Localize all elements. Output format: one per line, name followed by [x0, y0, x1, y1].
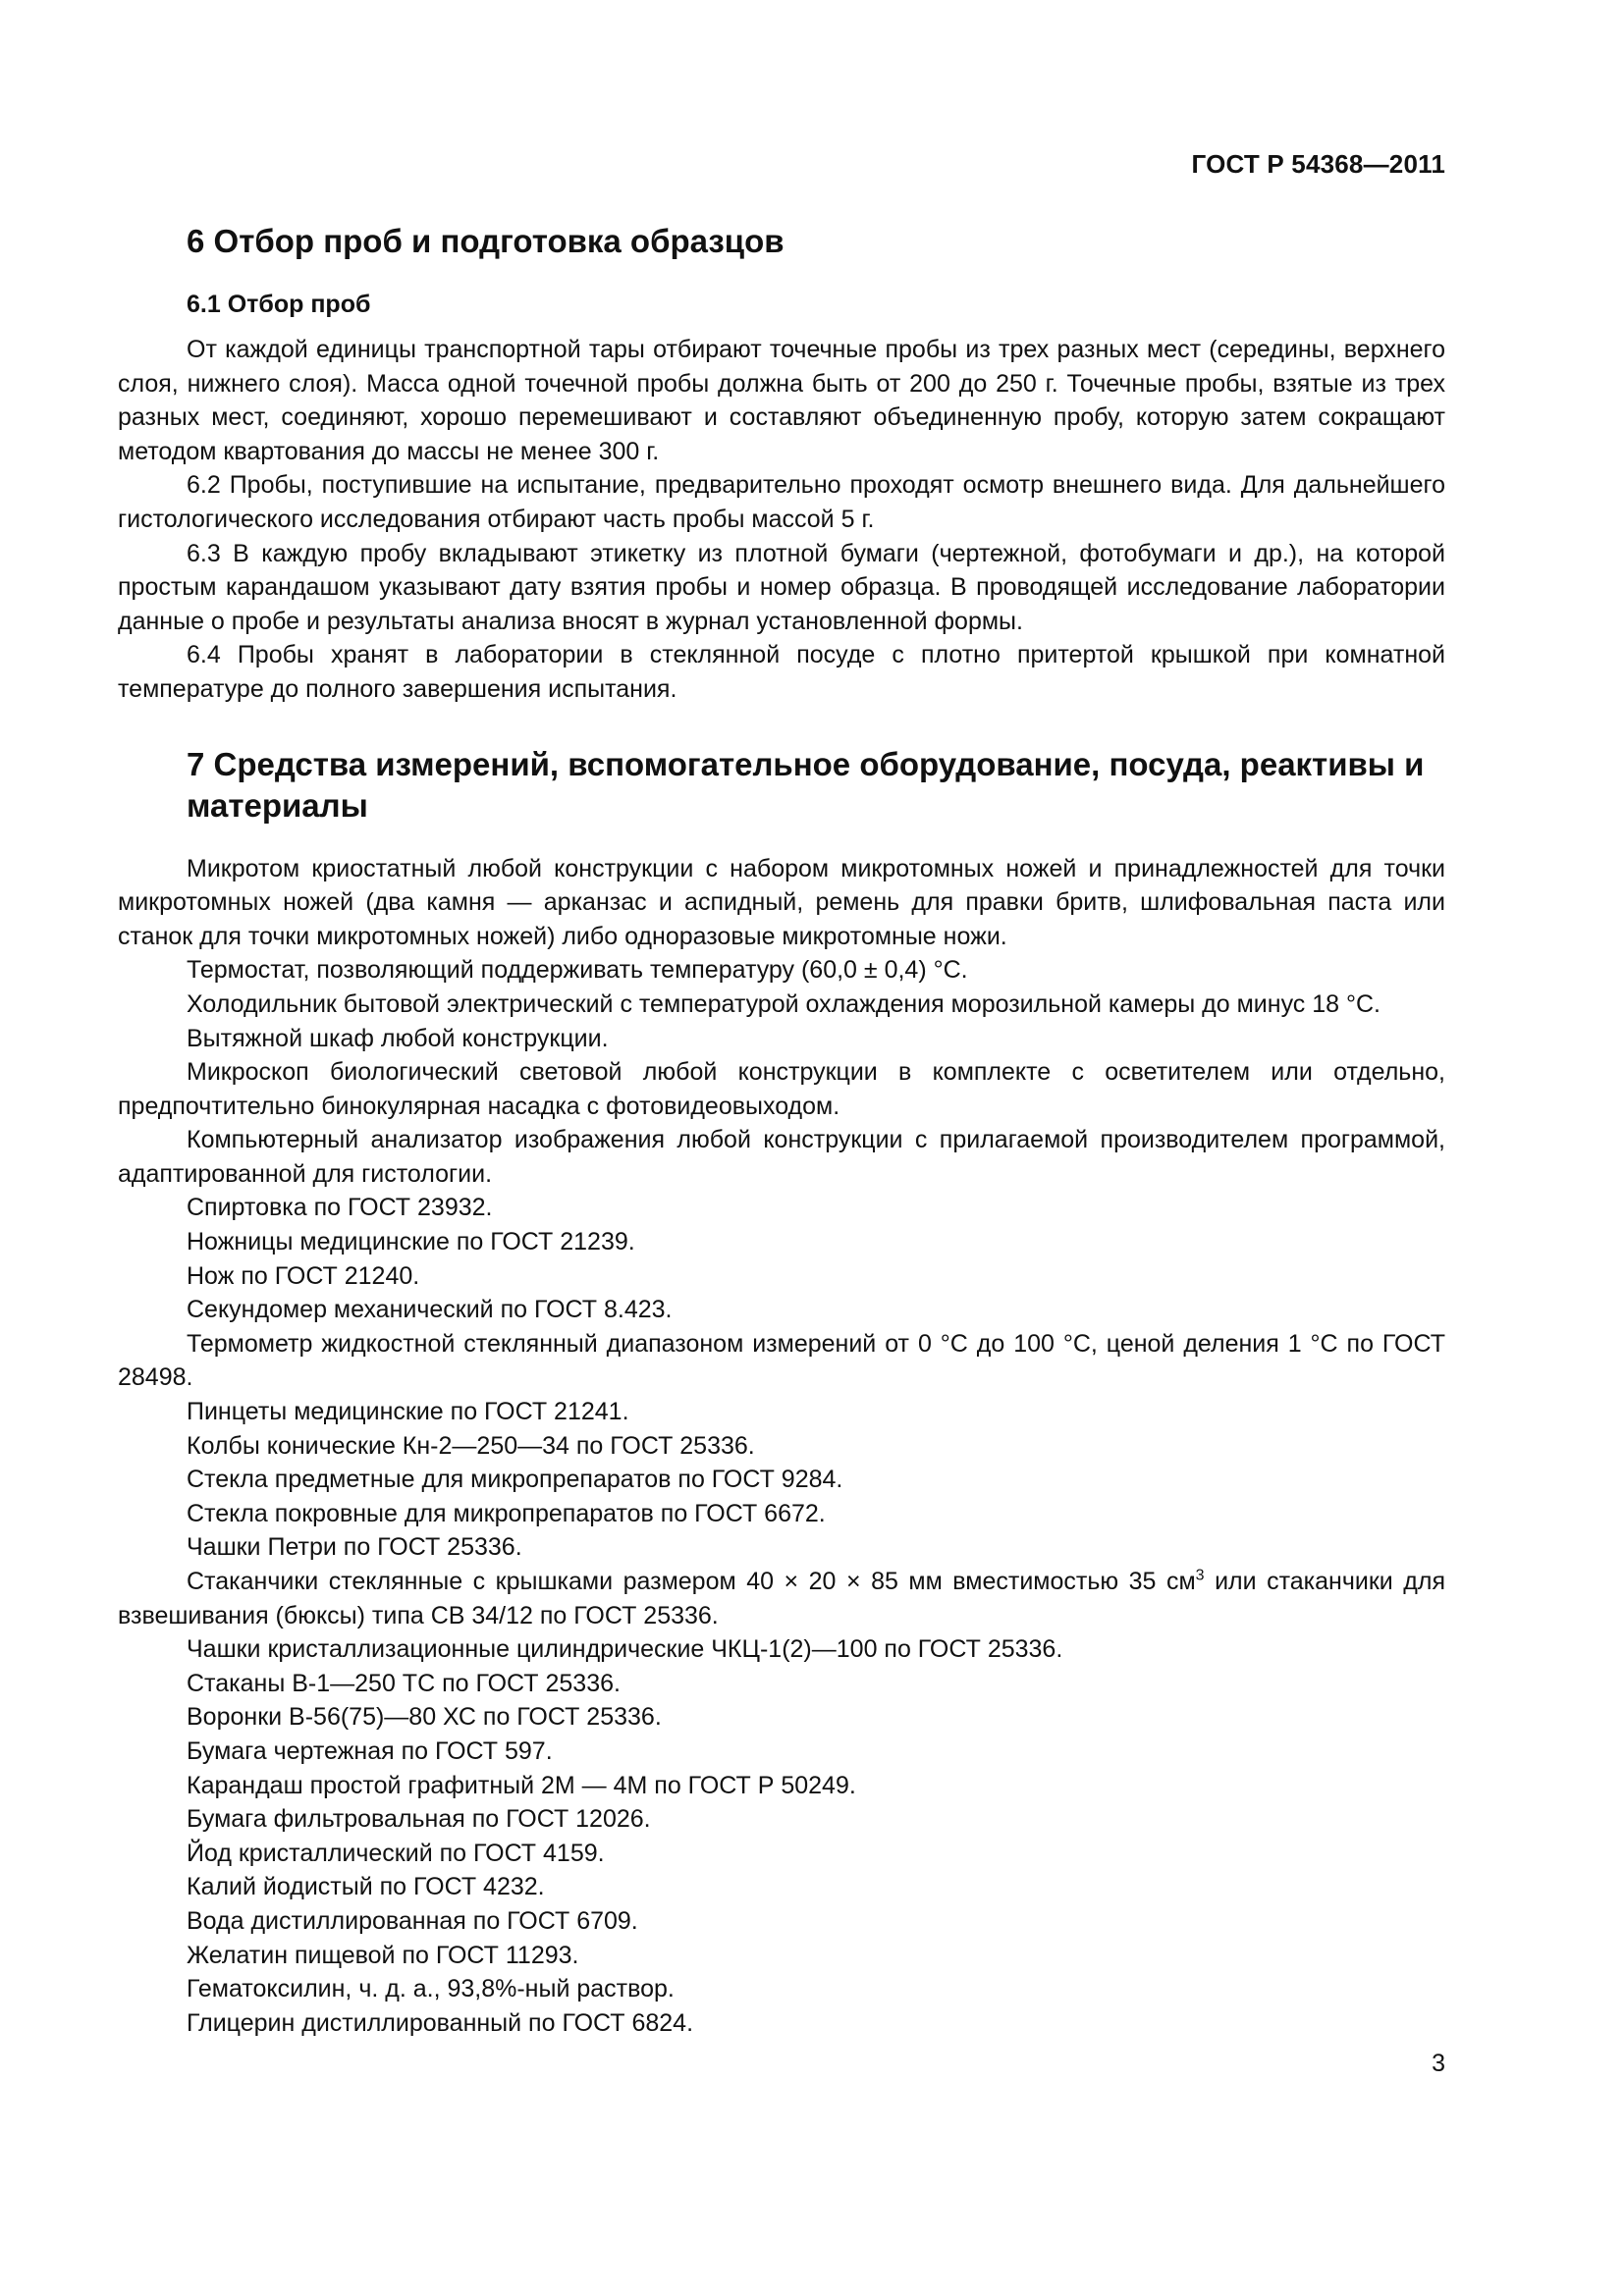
list-item: Гематоксилин, ч. д. а., 93,8%-ный раствор.	[187, 1975, 675, 2003]
paragraph-6-2: 6.2 Пробы, поступившие на испытание, предварительно проходят осмотр внешнего вида. Для дальнейшего гистологического исследования отбирают часть пробы массой 5 г.	[118, 471, 1445, 533]
page-number: 3	[1432, 2050, 1445, 2077]
list-item: Вода дистиллированная по ГОСТ 6709.	[187, 1906, 638, 1935]
list-item: Калий йодистый по ГОСТ 4232.	[187, 1873, 545, 1901]
superscript-3: 3	[1195, 1567, 1205, 1584]
equipment-list	[118, 852, 1445, 2041]
list-item: Термостат, позволяющий поддерживать температуру (60,0 ± 0,4) °С.	[187, 956, 968, 985]
list-item: Воронки В-56(75)—80 ХС по ГОСТ 25336.	[187, 1703, 662, 1732]
list-item: Спиртовка по ГОСТ 23932.	[187, 1194, 493, 1222]
list-item: Карандаш простой графитный 2М — 4М по ГОСТ Р 50249.	[187, 1771, 856, 1799]
list-item: Микроскоп биологический световой любой конструкции в комплекте с осветителем или отдельно, предпочтительно бинокулярная насадка с фотовидеовыходом.	[118, 1058, 1445, 1120]
beakers-text-before: Стаканчики стеклянные с крышками размером 40 × 20 × 85 мм вместимостью 35 см	[187, 1568, 1196, 1595]
list-item: Йод кристаллический по ГОСТ 4159.	[187, 1839, 605, 1867]
list-item: Секундомер механический по ГОСТ 8.423.	[187, 1296, 673, 1324]
list-item: Желатин пищевой по ГОСТ 11293.	[187, 1941, 579, 1969]
list-item: Нож по ГОСТ 21240.	[187, 1261, 420, 1290]
list-item: Термометр жидкостной стеклянный диапазоном измерений от 0 °С до 100 °С, ценой деления 1 °С по ГОСТ 28498.	[118, 1329, 1445, 1392]
paragraph-6-1: От каждой единицы транспортной тары отбирают точечные пробы из трех разных мест (середины, верхнего слоя, нижнего слоя). Масса одной точечной пробы должна быть от 200 до 250 г. Точечные пробы, взятые из трех разных мест, соединяют, хорошо перемешивают и составляют объединенную пробу, которую затем сокращают методом квартования до массы не менее 300 г.	[118, 336, 1445, 465]
list-item: Ножницы медицинские по ГОСТ 21239.	[187, 1228, 635, 1256]
list-item: Вытяжной шкаф любой конструкции.	[187, 1024, 609, 1052]
list-item: Компьютерный анализатор изображения любой конструкции с прилагаемой производителем программой, адаптированной для гистологии.	[118, 1126, 1445, 1188]
list-item: Холодильник бытовой электрический с температурой охлаждения морозильной камеры до минус 18 °С.	[187, 989, 1380, 1018]
list-item: Чашки кристаллизационные цилиндрические ЧКЦ-1(2)—100 по ГОСТ 25336.	[187, 1635, 1063, 1664]
beakers-text-after: или стаканчики для взвешивания (бюксы) типа СВ 34/12 по ГОСТ 25336.	[118, 1568, 1445, 1629]
page-content	[118, 221, 1445, 2040]
list-item: Стекла покровные для микропрепаратов по ГОСТ 6672.	[187, 1499, 826, 1527]
section-6-title: 6 Отбор проб и подготовка образцов	[187, 223, 785, 259]
section-6-paragraphs	[118, 333, 1445, 707]
list-item: Колбы конические Кн-2—250—34 по ГОСТ 25336.	[187, 1431, 755, 1460]
list-item-beakers	[118, 1565, 1445, 1632]
list-item: Бумага чертежная по ГОСТ 597.	[187, 1736, 553, 1765]
list-item: Чашки Петри по ГОСТ 25336.	[187, 1533, 522, 1562]
paragraph-6-4: 6.4 Пробы хранят в лаборатории в стеклянной посуде с плотно притертой крышкой при комнатной температуре до полного завершения испытания.	[118, 641, 1445, 703]
list-item: Бумага фильтровальная по ГОСТ 12026.	[187, 1805, 651, 1834]
list-item: Микротом криостатный любой конструкции с набором микротомных ножей и принадлежностей для точки микротомных ножей (два камня — арканзас и аспидный, ремень для правки бритв, шлифовальная паста или станок для точки микротомных ножей) либо одноразовые микротомные ножи.	[118, 854, 1445, 950]
list-item: Стекла предметные для микропрепаратов по ГОСТ 9284.	[187, 1466, 843, 1494]
list-item: Глицерин дистиллированный по ГОСТ 6824.	[187, 2008, 694, 2037]
paragraph-6-3: 6.3 В каждую пробу вкладывают этикетку из плотной бумаги (чертежной, фотобумаги и др.), на которой простым карандашом указывают дату взятия пробы и номер образца. В проводящей исследование лаборатории данные о пробе и результаты анализа вносят в журнал установленной формы.	[118, 539, 1445, 635]
document-code: ГОСТ Р 54368—2011	[1191, 149, 1445, 179]
subsection-6-1-title: 6.1 Отбор проб	[187, 291, 371, 318]
section-7-title: 7 Средства измерений, вспомогательное оборудование, посуда, реактивы и материалы	[187, 745, 1425, 824]
list-item: Пинцеты медицинские по ГОСТ 21241.	[187, 1398, 629, 1426]
list-item: Стаканы В-1—250 ТС по ГОСТ 25336.	[187, 1669, 621, 1697]
